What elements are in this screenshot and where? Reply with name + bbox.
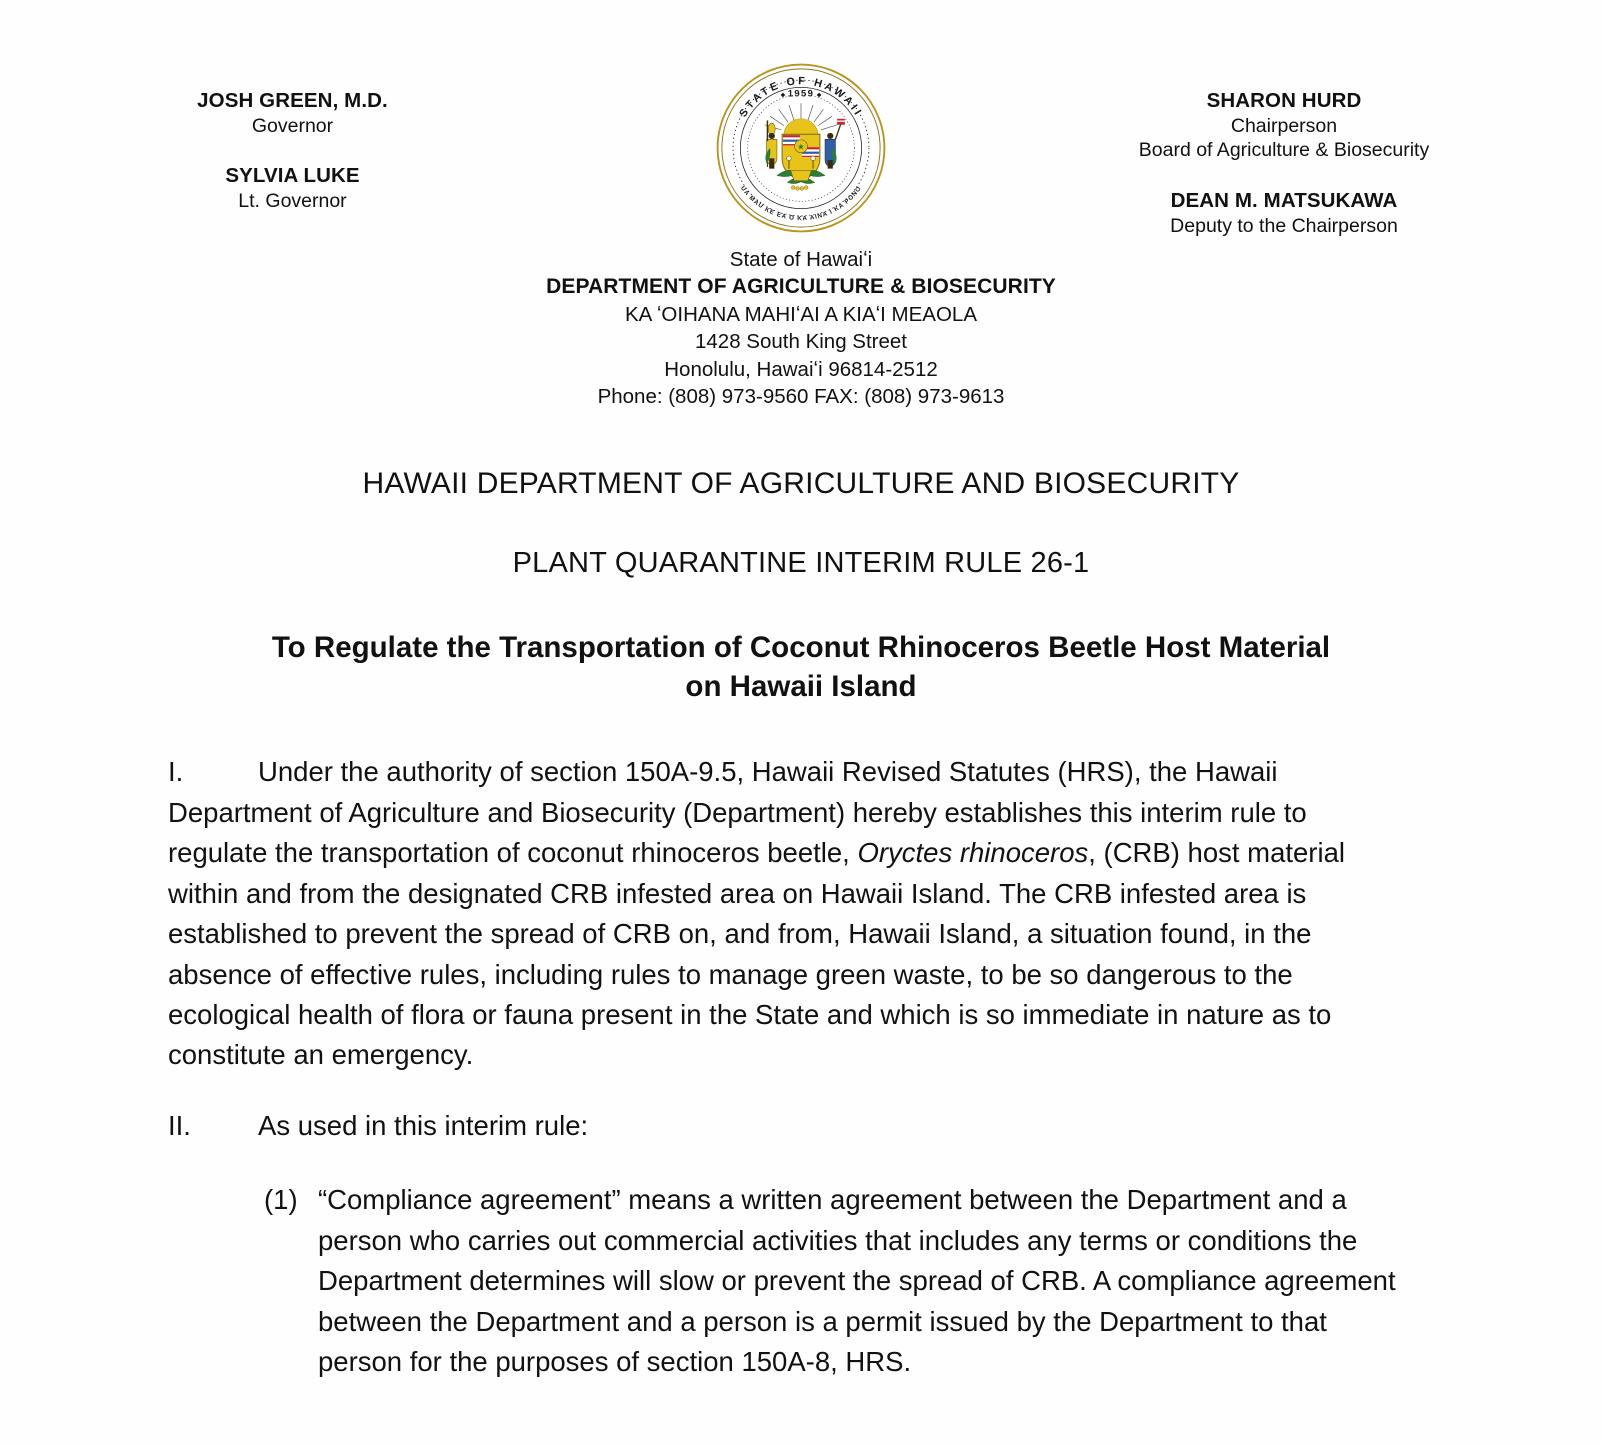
section-1-text-part1: Under the authority of section 150A-9.5, Hawaii Revised Statutes (HRS), the Hawaii Department of Agriculture and Biosecurity (Department) hereby establishes this interim rule to regulate the transportation of coconut rhinoceros beetle, [168,756,1307,869]
svg-text:STATE OF HAWAII: STATE OF HAWAII [737,75,865,120]
section-2-marker: II. [168,1109,191,1141]
definitions-list [168,1180,1397,1382]
subject-title [0,628,1602,706]
agency-street: 1428 South King Street [695,330,907,354]
spacer [1074,163,1494,188]
agency-hawaiian-name: KA ʻOIHANA MAHIʻAI A KIAʻI MEAOLA [624,303,978,327]
definition-1-text: “Compliance agreement” means a written agreement between the Department and a person who carries out commercial activities that includes any terms or conditions the Department determines will slow or prevent the spread of CRB. A compliance agreement between the Department and a person is a permit issued by the Department to that person for the purposes of section 150A-8, HRS. [318,1184,1396,1377]
section-2-paragraph [168,1106,1397,1146]
lt-governor-title: Lt. Governor [238,190,347,213]
deputy-name: DEAN M. MATSUKAWA [1170,188,1398,212]
document-body [0,752,1602,1382]
subject-line-1: To Regulate the Transportation of Coconut Rhinoceros Beetle Host Material [271,631,1331,664]
svg-text:◆: ◆ [780,92,786,99]
spacer [95,138,490,163]
subject-line-2: on Hawaii Island [685,670,917,704]
officials-left-block [95,88,490,214]
governor-name: JOSH GREEN, M.D. [197,89,388,112]
agency-city-zip: Honolulu, Hawaiʻi 96814-2512 [664,357,938,381]
agency-department-name: DEPARTMENT OF AGRICULTURE & BIOSECURITY [546,275,1056,299]
document-title-block [0,466,1602,706]
agency-state-line: State of Hawaiʻi [729,248,873,271]
svg-text:★: ★ [797,141,805,152]
agency-address-block [0,246,1602,410]
letterhead [0,0,1602,408]
svg-text:UA MAU KE EA O KA AINA I KA PO: UA MAU KE EA O KA AINA I KA PONO [739,184,863,223]
section-1-text [168,752,1397,1075]
scientific-name: Oryctes rhinoceros [857,837,1089,869]
section-1-text-part2: , (CRB) host material within and from the designated CRB infested area on Hawaii Island. The CRB infested area is established to prevent the spread of CRB on, and from, Hawaii Island, a situation found, in the absence of effective rules, including rules to manage green waste, to be so dangerous to the ecological health of flora or fauna present in the State and which is so immediate in nature as to constitute an emergency. [168,837,1345,1071]
rule-title: PLANT QUARANTINE INTERIM RULE 26-1 [512,547,1090,579]
officials-right-block [1074,88,1494,238]
list-item [264,1180,1397,1382]
definition-1-number: (1) [264,1184,298,1216]
governor-title: Governor [251,114,334,137]
section-1-paragraph [168,752,1397,1075]
section-2-text: As used in this interim rule: [258,1109,589,1141]
hawaii-state-seal-icon [715,62,887,234]
page-title: HAWAII DEPARTMENT OF AGRICULTURE AND BIOSECURITY [362,467,1240,500]
section-1-marker: I. [168,756,184,788]
svg-text:◆: ◆ [816,92,822,99]
lt-governor-name: SYLVIA LUKE [225,164,360,188]
chairperson-title: Chairperson [1230,114,1338,137]
chairperson-board: Board of Agriculture & Biosecurity [1138,139,1430,162]
agency-phone-fax: Phone: (808) 973-9560 FAX: (808) 973-9613 [597,384,1005,408]
deputy-title: Deputy to the Chairperson [1170,214,1398,237]
chairperson-name: SHARON HURD [1206,89,1362,112]
svg-text:1959: 1959 [787,88,815,100]
